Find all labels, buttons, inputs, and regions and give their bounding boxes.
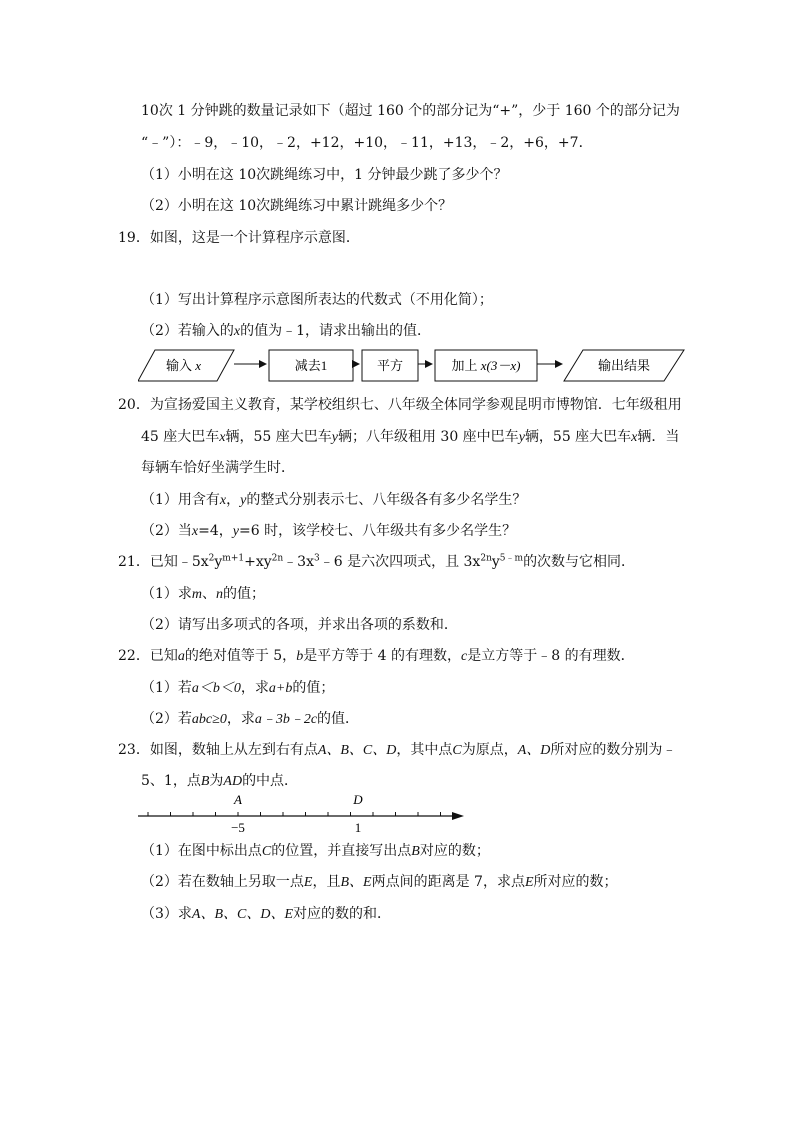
- p19-question-1: （1）写出计算程序示意图所表达的代数式（不用化简）；: [141, 292, 493, 308]
- svg-text:加上 x(3－x): [452, 358, 521, 373]
- flowchart-diagram: [138, 348, 686, 384]
- flow-step-subtract-label: 减去1: [294, 358, 328, 373]
- svg-text:输入 x: [166, 358, 201, 373]
- p21-question-1: （1）求m、n的值；: [141, 586, 266, 602]
- tick-label-d: 1: [354, 820, 362, 835]
- tick-label-a: −5: [231, 820, 245, 835]
- intro-line-1: 10次 1 分钟跳的数量记录如下（超过 160 个的部分记为“+”，少于 160 个的部分记为: [141, 103, 680, 119]
- intro-line-2: “﹣”）：﹣9，﹣10，﹣2，+12，+10，﹣11，+13，﹣2，+6，+7．: [141, 135, 593, 151]
- number-line-diagram: [138, 790, 468, 838]
- number-line-arrow-icon: [452, 812, 464, 820]
- p23-line-1: 23．如图，数轴上从左到右有点A、B、C、D，其中点C为原点，A、D所对应的数分别为﹣: [118, 742, 677, 758]
- p22-stem: 22．已知a的绝对值等于 5，b是平方等于 4 的有理数，c是立方等于﹣8 的有理数．: [118, 648, 635, 664]
- p23-question-1: （1）在图中标出点C的位置，并直接写出点B对应的数；: [141, 843, 490, 859]
- flow-step-add-prefix: 加上: [451, 358, 478, 373]
- flow-input-label: 输入: [166, 358, 193, 373]
- p20-line-3: 每辆车恰好坐满学生时．: [141, 460, 295, 476]
- flow-step-subtract: [269, 350, 353, 381]
- p21-question-2: （2）请写出多项式的各项，并求出各项的系数和．: [141, 617, 458, 633]
- intro-question-1: （1）小明在这 10次跳绳练习中，1 分钟最少跳了多少个？: [141, 167, 508, 183]
- point-label-d: D: [353, 792, 363, 807]
- flow-step-square: [362, 350, 418, 381]
- p22-question-2: （2）若abc≥0，求a﹣3b﹣2c的值．: [141, 711, 360, 727]
- flow-step-square-label: 平方: [376, 358, 404, 373]
- flow-input-box: [138, 350, 234, 381]
- p22-question-1: （1）若a＜b＜0，求a+b的值；: [141, 680, 335, 696]
- p20-line-1: 20．为宣扬爱国主义教育，某学校组织七、八年级全体同学参观昆明市博物馆．七年级租用: [118, 397, 682, 413]
- p20-question-1: （1）用含有x，y的整式分别表示七、八年级各有多少名学生？: [141, 492, 527, 508]
- p19-stem: 19．如图，这是一个计算程序示意图．: [118, 230, 360, 246]
- intro-question-2: （2）小明在这 10次跳绳练习中累计跳绳多少个？: [141, 198, 453, 214]
- flow-step-add: [435, 350, 537, 381]
- p23-line-2: 5、1，点B为AD的中点．: [141, 773, 299, 789]
- p20-question-2: （2）当x=4，y=6 时，该学校七、八年级共有多少名学生？: [141, 523, 517, 539]
- p20-line-2: 45 座大巴车x辆，55 座大巴车y辆；八年级租用 30 座中巴车y辆，55 座大巴车x辆．当: [141, 429, 680, 445]
- flow-input-var: x: [195, 358, 202, 373]
- flow-output-box: [564, 350, 684, 381]
- point-label-a: A: [234, 792, 242, 807]
- p23-question-3: （3）求A、B、C、D、E对应的数的和．: [141, 906, 392, 922]
- flow-step-add-expr: x(3－x): [480, 358, 521, 373]
- p21-stem: 21．已知$﹣5x^2y^{m+1}+xy^{2n}﹣3x^3﹣6$ 是六次四项式，且 $3x^{2n}y^{5﹣m}$的次数与它相同．: [118, 553, 636, 570]
- flow-output-label: 输出结果: [597, 358, 651, 373]
- p23-question-2: （2）若在数轴上另取一点E，且B、E两点间的距离是 7，求点E所对应的数；: [141, 874, 618, 890]
- p19-question-2: （2）若输入的x的值为﹣1，请求出输出的值．: [141, 323, 432, 339]
